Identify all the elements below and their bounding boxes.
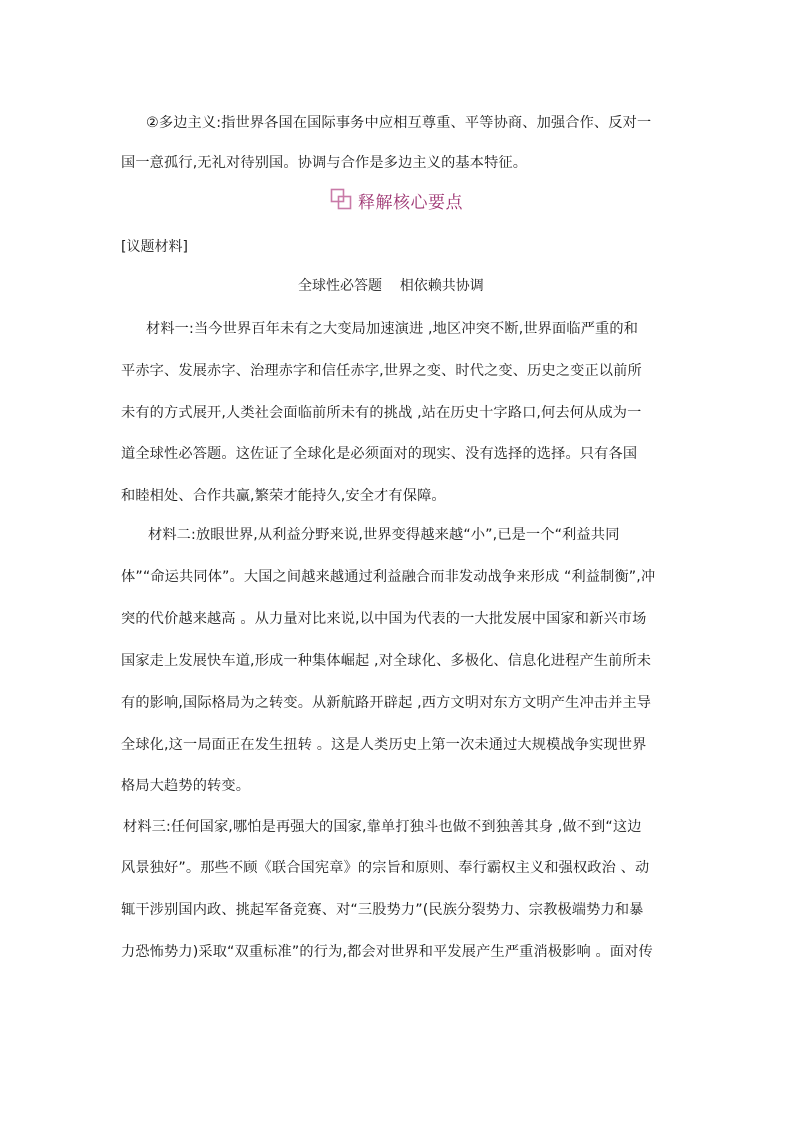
paragraph-line: 国一意孤行,无礼对待别国。协调与合作是多边主义的基本特征。 [121,155,528,171]
paragraph-line: 力恐怖势力)采取“双重标准”的行为,都会对世界和平发展产生严重消极影响 。面对传 [121,944,653,960]
paragraph-line: 平赤字、发展赤字、治理赤字和信任赤字,世界之变、时代之变、历史之变正以前所 [121,363,642,379]
paragraph-line: 材料三:任何国家,哪怕是再强大的国家,靠单打独斗也做不到独善其身 ,做不到“这边 [123,819,642,835]
paragraph-line: 突的代价越来越高 。从力量对比来说,以中国为代表的一大批发展中国家和新兴市场 [121,611,647,627]
heading-title: 释解核心要点 [358,193,463,213]
paragraph-line: 有的影响,国际格局为之转变。从新航路开辟起 ,西方文明对东方文明产生冲击并主导 [121,695,652,711]
paragraph-line: 风景独好”。那些不顾《联合国宪章》的宗旨和原则、奉行霸权主义和强权政治 、动 [121,860,650,876]
paragraph-line: 体”“命运共同体”。大国之间越来越通过利益融合而非发动战争来形成 “利益制衡”,冲 [121,569,656,585]
paragraph-line: ②多边主义:指世界各国在国际事务中应相互尊重、平等协商、加强合作、反对一 [146,115,652,131]
paragraph-line: 材料二:放眼世界,从利益分野来说,世界变得越来越“小”,已是一个“利益共同 [148,527,620,543]
paragraph-line: 全球化,这一局面正在发生扭转 。这是人类历史上第一次未通过大规模战争实现世界 [121,737,647,753]
paragraph-line: 道全球性必答题。这佐证了全球化是必须面对的现实、没有选择的选择。只有各国 [121,446,638,462]
paragraph-line: 未有的方式展开,人类社会面临前所未有的挑战 ,站在历史十字路口,何去何从成为一 [121,405,642,421]
paragraph-line: 国家走上发展快车道,形成一种集体崛起 ,对全球化、多极化、信息化进程产生前所未 [121,653,652,669]
paragraph-line: 格局大趋势的转变。 [121,778,251,794]
topic-title: 全球性必答题 相依赖共协调 [298,278,484,294]
topic-label: [议题材料] [121,239,188,255]
double-square-icon [330,188,354,212]
paragraph-line: 和睦相处、合作共赢,繁荣才能持久,安全才有保障。 [121,488,446,504]
paragraph-line: 辄干涉别国内政、挑起军备竞赛、对“三股势力”(民族分裂势力、宗教极端势力和暴 [121,902,644,918]
paragraph-line: 材料一:当今世界百年未有之大变局加速演进 ,地区冲突不断,世界面临严重的和 [146,321,639,337]
